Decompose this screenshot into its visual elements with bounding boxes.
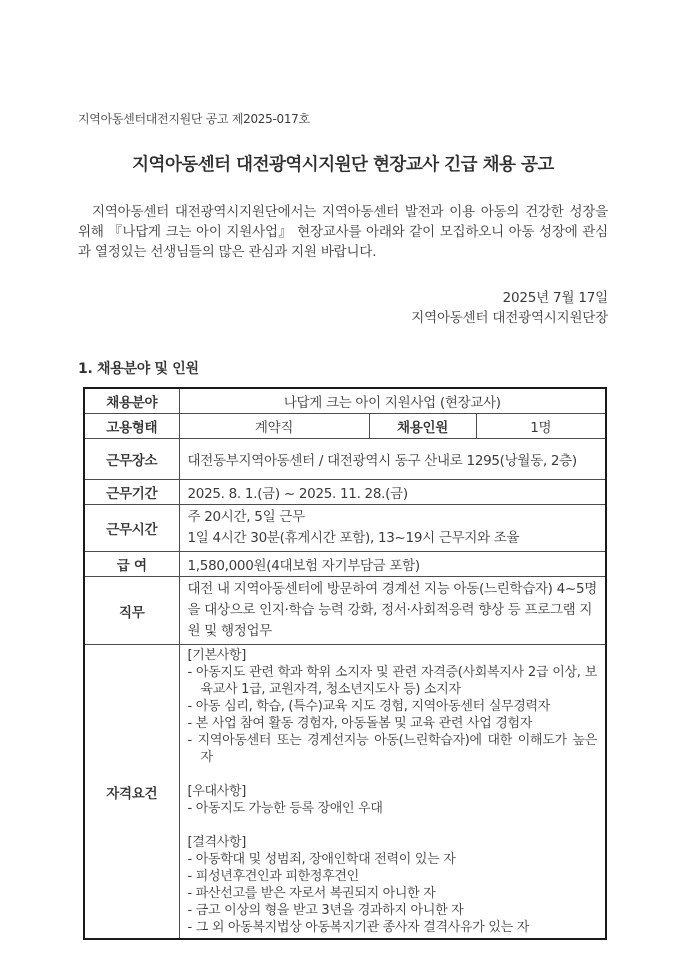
qual-group-disqualified: [188, 834, 598, 936]
table-row-employment: [84, 414, 606, 439]
salary-label: 급 여: [84, 552, 179, 577]
list-item: - 아동지도 가능한 등록 장애인 우대: [187, 801, 383, 816]
qual-basic-items: [188, 664, 598, 766]
hours-line-1: 주 20시간, 5일 근무: [187, 509, 305, 525]
list-item: - 금고 이상의 형을 받고 3년을 경과하지 아니한 자: [187, 903, 464, 918]
period-label: 근무기간: [84, 480, 179, 505]
duty-label: 직무: [84, 577, 179, 645]
date-signature-block: [78, 288, 608, 328]
doc-number: 지역아동센터대전지원단 공고 제2025-017호: [78, 112, 310, 126]
section1-heading: 1. 채용분야 및 인원: [78, 361, 199, 377]
qual-preferred-items: [188, 800, 598, 817]
workplace-value: 대전동부지역아동센터 / 대전광역시 동구 산내로 1295(낭월동, 2층): [179, 439, 606, 480]
page-title: 지역아동센터 대전광역시지원단 현장교사 긴급 채용 공고: [132, 155, 554, 175]
list-item: - 아동 심리, 학습, (특수)교육 지도 경험, 지역아동센터 실무경력자: [187, 699, 551, 714]
list-item: - 피성년후견인과 피한정후견인: [187, 869, 359, 884]
list-item: - 아동지도 관련 학과 학위 소지자 및 관련 자격증(사회복지사 2급 이상, 보육교사 1급, 교원자격, 청소년지도사 등) 소지자: [187, 665, 597, 697]
table-row-period: [84, 480, 606, 505]
workplace-label: 근무장소: [84, 439, 179, 480]
qual-disqualified-heading: [결격사항]: [187, 835, 247, 850]
list-item: - 파산선고를 받은 자로서 복권되지 아니한 자: [187, 886, 436, 901]
qualification-label: 자격요건: [84, 645, 179, 940]
qual-group-preferred: [188, 783, 598, 817]
qual-group-basic: [188, 647, 598, 766]
period-value: 2025. 8. 1.(금) ~ 2025. 11. 28.(금): [179, 480, 606, 505]
headcount-label: 채용인원: [369, 414, 476, 439]
list-item: - 그 외 아동복지법상 아동복지기관 종사자 결격사유가 있는 자: [187, 920, 530, 935]
qualification-value: [179, 645, 606, 940]
recruit-info-table: [83, 387, 607, 940]
duty-value: 대전 내 지역아동센터에 방문하여 경계선 지능 아동(느린학습자) 4~5명을 대상으로 인지·학습 능력 강화, 정서·사회적응력 향상 등 프로그램 지원 및 행정업무: [179, 577, 606, 645]
announcement-date: 2025년 7월 17일: [502, 290, 608, 306]
hours-line-2: 1일 4시간 30분(휴게시간 포함), 13~19시 근무지와 조율: [187, 530, 520, 546]
list-item: - 아동학대 및 성범죄, 장애인학대 전력이 있는 자: [187, 852, 456, 867]
hours-label: 근무시간: [84, 505, 179, 552]
qual-basic-heading: [기본사항]: [187, 648, 247, 663]
qual-disqualified-items: [188, 851, 598, 936]
list-item: - 지역아동센터 또는 경계선지능 아동(느린학습자)에 대한 이해도가 높은 자: [187, 733, 597, 765]
qual-preferred-heading: [우대사항]: [187, 784, 247, 799]
table-row-qualification: [84, 645, 606, 940]
headcount-value: 1명: [476, 414, 606, 439]
table-row-field: [84, 388, 606, 414]
signer-name: 지역아동센터 대전광역시지원단장: [411, 310, 608, 326]
hours-value: [179, 505, 606, 552]
field-value: 나답게 크는 아이 지원사업 (현장교사): [179, 388, 606, 414]
table-row-duty: [84, 577, 606, 645]
table-row-salary: [84, 552, 606, 577]
list-item: - 본 사업 참여 활동 경험자, 아동돌봄 및 교육 관련 사업 경험자: [187, 716, 533, 731]
table-row-workplace: [84, 439, 606, 480]
salary-value: 1,580,000원(4대보험 자기부담금 포함): [179, 552, 606, 577]
table-row-hours: [84, 505, 606, 552]
employment-value: 계약직: [179, 414, 369, 439]
intro-paragraph: 지역아동센터 대전광역시지원단에서는 지역아동센터 발전과 이용 아동의 건강한 성장을 위해 『나답게 크는 아이 지원사업』 현장교사를 아래와 같이 모집하오니 아동 성장에 관심과 열정있는 선생님들의 많은 관심과 지원 바랍니다.: [78, 204, 608, 260]
field-label: 채용분야: [84, 388, 179, 414]
employment-label: 고용형태: [84, 414, 179, 439]
